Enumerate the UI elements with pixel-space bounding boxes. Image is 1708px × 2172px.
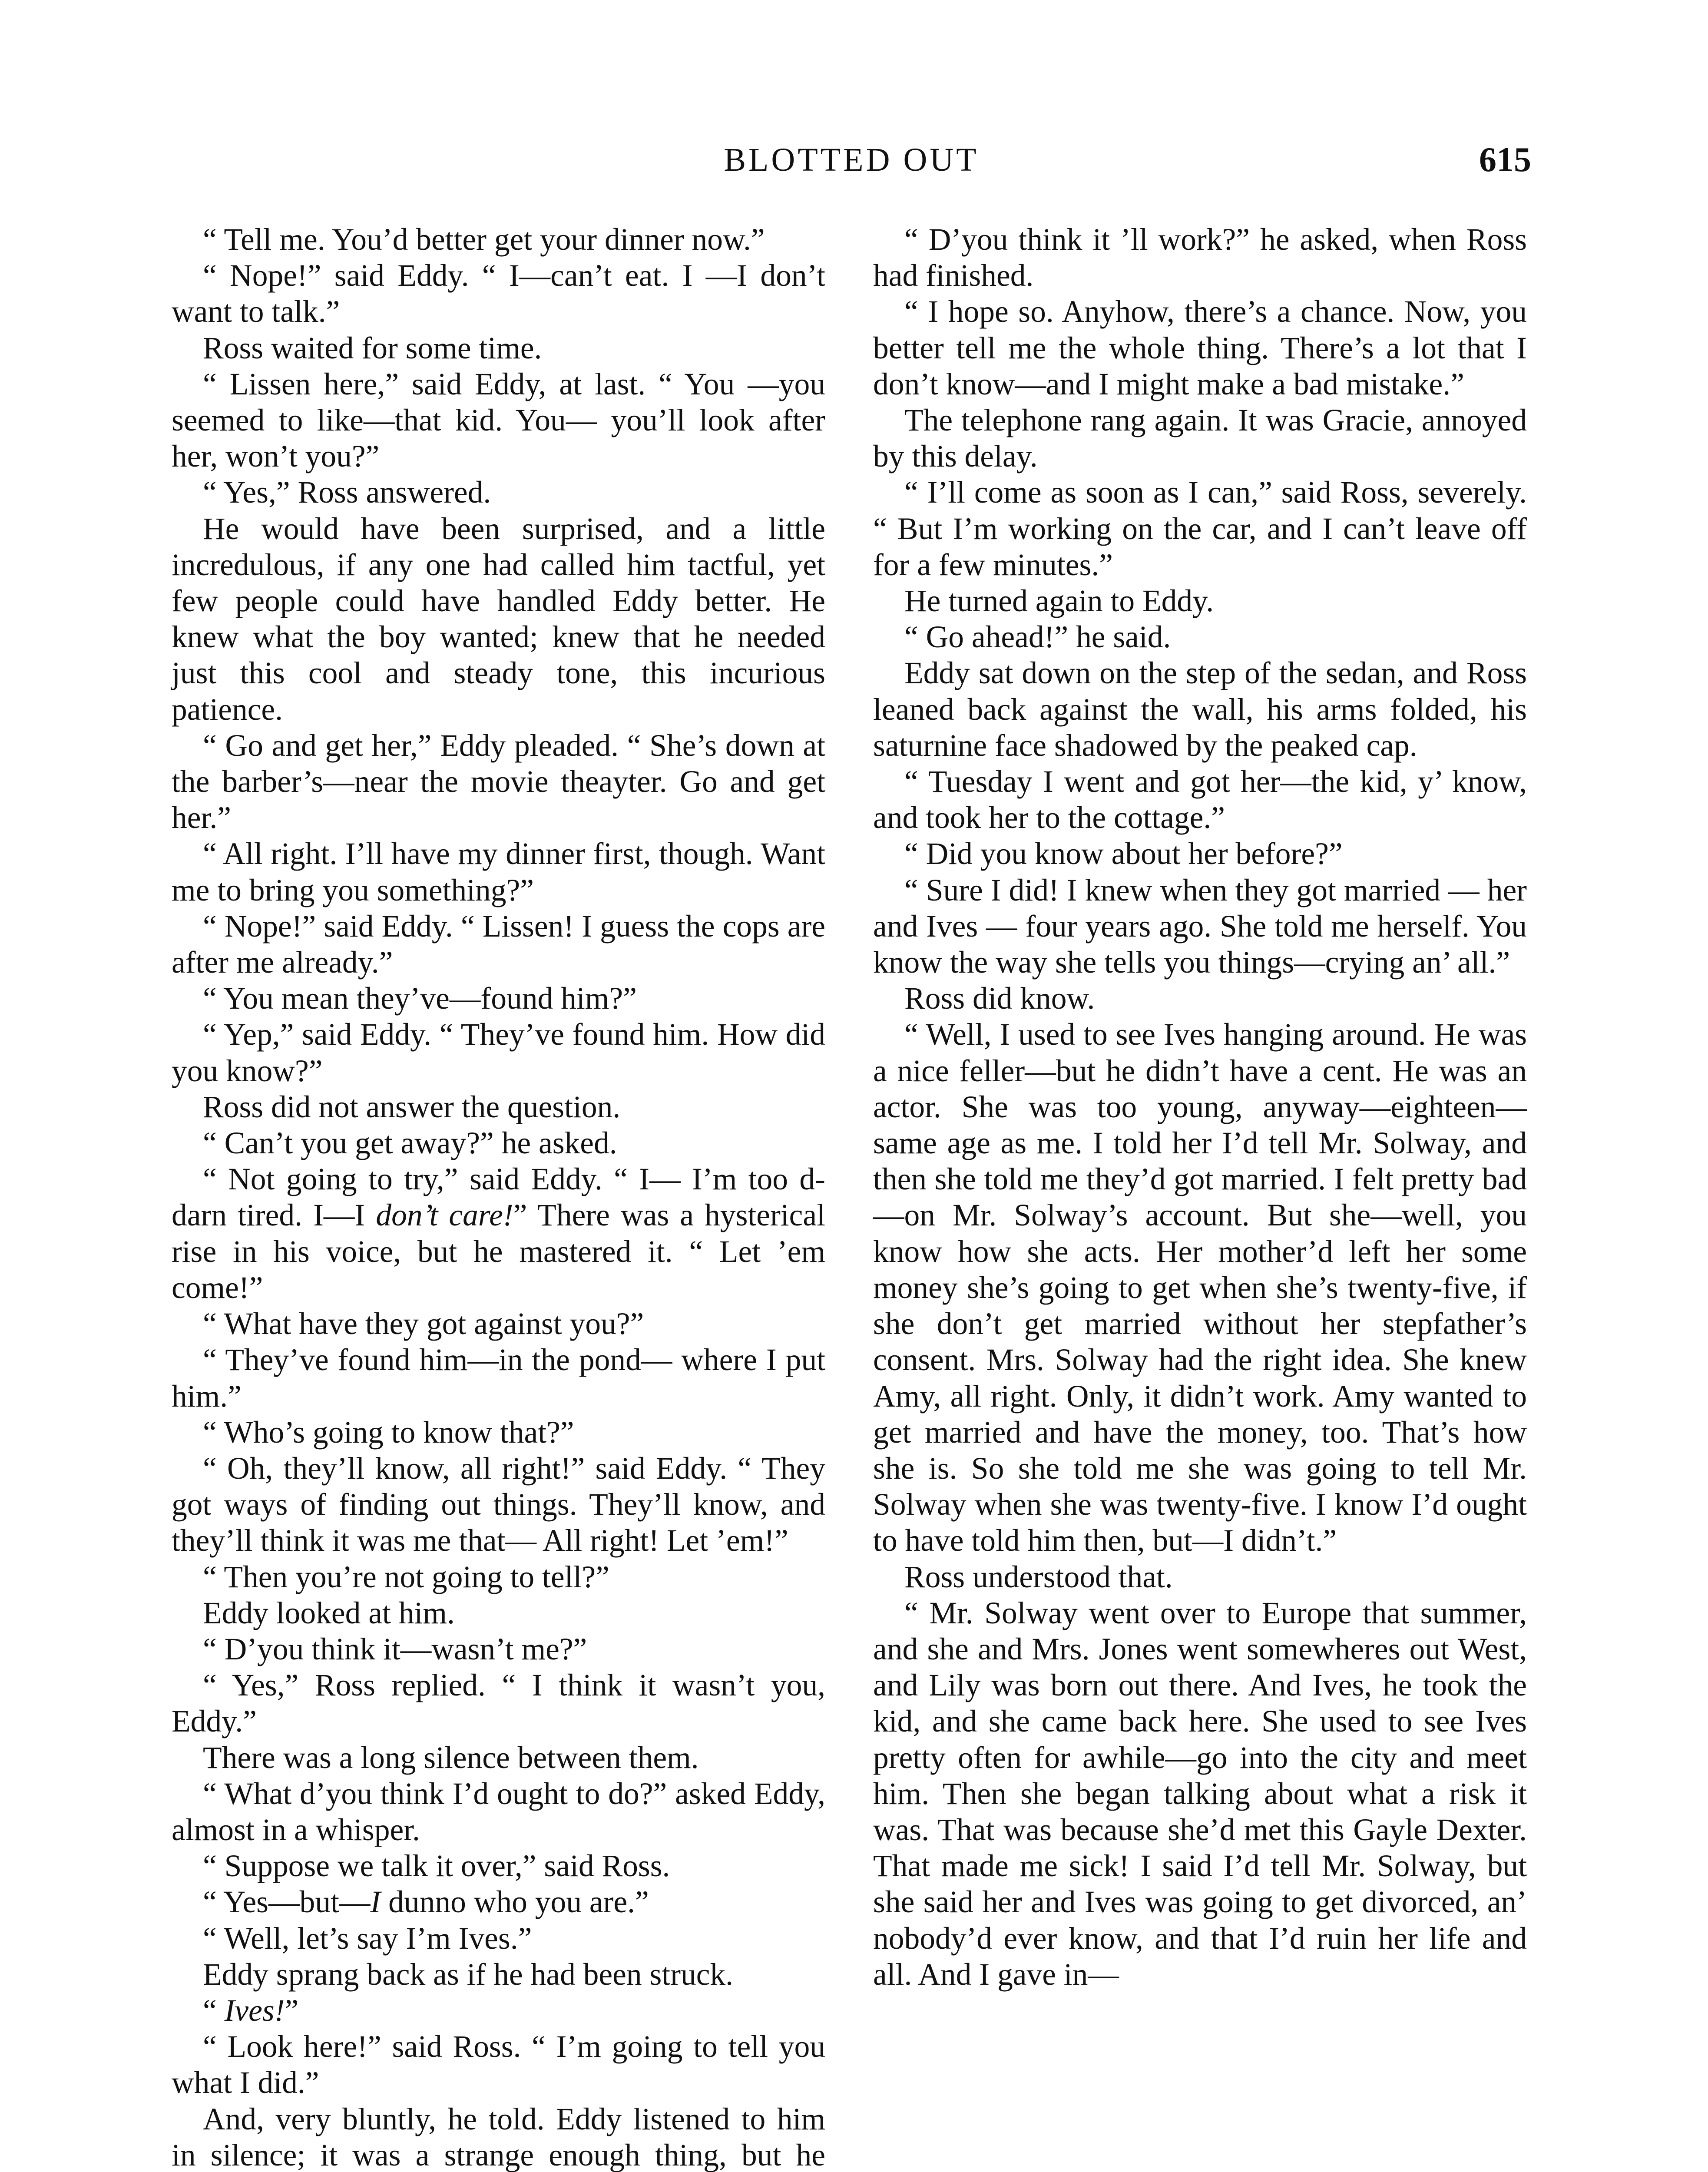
- emphasis: Ives!: [224, 1993, 285, 2028]
- paragraph: Eddy sprang back as if he had been struck.: [203, 1957, 734, 1992]
- paragraph: “ D’you think it ’ll work?” he asked, when Ross had finished.: [873, 222, 1527, 293]
- paragraph: “ Nope!” said Eddy. “ I—can’t eat. I —I don’t want to talk.”: [172, 258, 825, 329]
- paragraph: “ D’you think it—wasn’t me?”: [203, 1632, 587, 1666]
- paragraph: “ Yep,” said Eddy. “ They’ve found him. How did you know?”: [172, 1017, 825, 1088]
- right-text-column: [873, 222, 1527, 1993]
- paragraph: “ I hope so. Anyhow, there’s a chance. Now, you better tell me the whole thing. There’s a lot that I don’t know—and I might make a bad mistake.”: [873, 295, 1527, 401]
- paragraph: “ Then you’re not going to tell?”: [203, 1559, 609, 1594]
- paragraph: “ Can’t you get away?” he asked.: [203, 1126, 617, 1161]
- paragraph: “ Lissen here,” said Eddy, at last. “ You —you seemed to like—that kid. You— you’ll look after her, won’t you?”: [172, 367, 825, 474]
- paragraph: “ Yes—but—I dunno who you are.”: [203, 1885, 649, 1920]
- paragraph: “ Oh, they’ll know, all right!” said Eddy. “ They got ways of finding out things. They’ll know, and they’ll think it was me that— All right! Let ’em!”: [172, 1451, 825, 1558]
- paragraph: “ All right. I’ll have my dinner first, though. Want me to bring you something?”: [172, 837, 825, 907]
- paragraph: Ross understood that.: [904, 1559, 1173, 1594]
- paragraph: “ Mr. Solway went over to Europe that summer, and she and Mrs. Jones went somewheres out West, and Lily was born out there. And Ives, he took the kid, and she came back here. She used to see Ives pretty often for awhile—go into the city and meet him. Then she began talking about what a risk it was. That was because she’d met this Gayle Dexter. That made me sick! I said I’d tell Mr. Solway, but she said her and Ives was going to get divorced, an’ nobody’d ever know, and that I’d ruin her life and all. And I gave in—: [873, 1596, 1527, 1992]
- paragraph: Ross did not answer the question.: [203, 1089, 621, 1124]
- page-number: 615: [1479, 141, 1531, 179]
- paragraph: “ Did you know about her before?”: [904, 837, 1343, 871]
- paragraph: Ross did know.: [904, 981, 1095, 1016]
- paragraph: There was a long silence between them.: [203, 1740, 699, 1775]
- paragraph: He turned again to Eddy.: [904, 584, 1214, 619]
- page-header: [172, 138, 1531, 190]
- running-title: BLOTTED OUT: [724, 142, 979, 178]
- paragraph: “ I’ll come as soon as I can,” said Ross, severely. “ But I’m working on the car, and I can’t leave off for a few minutes.”: [873, 475, 1527, 582]
- left-text-column: [172, 222, 825, 2172]
- paragraph: “ What d’you think I’d ought to do?” asked Eddy, almost in a whisper.: [172, 1776, 825, 1847]
- paragraph: “ Ives!”: [203, 1993, 299, 2028]
- paragraph: “ Go and get her,” Eddy pleaded. “ She’s down at the barber’s—near the movie theayter. Go and get her.”: [172, 728, 825, 835]
- paragraph: “ Sure I did! I knew when they got married — her and Ives — four years ago. She told me herself. You know the way she tells you things—crying an’ all.”: [873, 873, 1527, 980]
- paragraph: “ Well, I used to see Ives hanging around. He was a nice feller—but he didn’t have a cent. He was an actor. She was too young, anyway—eighteen—same age as me. I told her I’d tell Mr. Solway, and then she told me they’d got married. I felt pretty bad—on Mr. Solway’s account. But she—well, you know how she acts. Her mother’d left her some money she’s going to get when she’s twenty-five, if she don’t get married without her stepfather’s consent. Mrs. Solway had the right idea. She knew Amy, all right. Only, it didn’t work. Amy wanted to get married and have the money, too. That’s how she is. So she told me she was going to tell Mr. Solway when she was twenty-five. I know I’d ought to have told him then, but—I didn’t.”: [873, 1017, 1527, 1558]
- paragraph: “ They’ve found him—in the pond— where I put him.”: [172, 1343, 825, 1414]
- paragraph: “ Nope!” said Eddy. “ Lissen! I guess the cops are after me already.”: [172, 909, 825, 980]
- paragraph: Ross waited for some time.: [203, 331, 542, 365]
- paragraph: “ Suppose we talk it over,” said Ross.: [203, 1849, 670, 1884]
- paragraph: Eddy sat down on the step of the sedan, and Ross leaned back against the wall, his arms folded, his saturnine face shadowed by the peaked cap.: [873, 656, 1527, 763]
- paragraph: “ Tuesday I went and got her—the kid, y’ know, and took her to the cottage.”: [873, 765, 1527, 835]
- paragraph: Eddy looked at him.: [203, 1596, 455, 1630]
- emphasis: don’t care!: [376, 1198, 513, 1233]
- emphasis: I: [370, 1885, 381, 1920]
- paragraph: “ Go ahead!” he said.: [904, 620, 1171, 655]
- paragraph: “ Who’s going to know that?”: [203, 1415, 574, 1450]
- paragraph: “ What have they got against you?”: [203, 1307, 644, 1341]
- paragraph: And, very bluntly, he told. Eddy listened to him in silence; it was a strange enough thing, but he: [172, 2102, 825, 2172]
- paragraph: The telephone rang again. It was Gracie, annoyed by this delay.: [873, 403, 1527, 474]
- paragraph: “ Yes,” Ross replied. “ I think it wasn’t you, Eddy.”: [172, 1668, 825, 1739]
- paragraph: “ Yes,” Ross answered.: [203, 475, 491, 510]
- paragraph: “ Tell me. You’d better get your dinner now.”: [203, 222, 765, 257]
- paragraph: He would have been surprised, and a little incredulous, if any one had called him tactful, yet few people could have handled Eddy better. He knew what the boy wanted; knew that he needed just this cool and steady tone, this incurious patience.: [172, 511, 825, 727]
- paragraph: “ Well, let’s say I’m Ives.”: [203, 1921, 532, 1956]
- paragraph: “ Not going to try,” said Eddy. “ I— I’m too d-darn tired. I—I don’t care!” There was a hysterical rise in his voice, but he mastered it. “ Let ’em come!”: [172, 1162, 826, 1305]
- paragraph: “ You mean they’ve—found him?”: [203, 981, 637, 1016]
- paragraph: “ Look here!” said Ross. “ I’m going to tell you what I did.”: [172, 2030, 825, 2100]
